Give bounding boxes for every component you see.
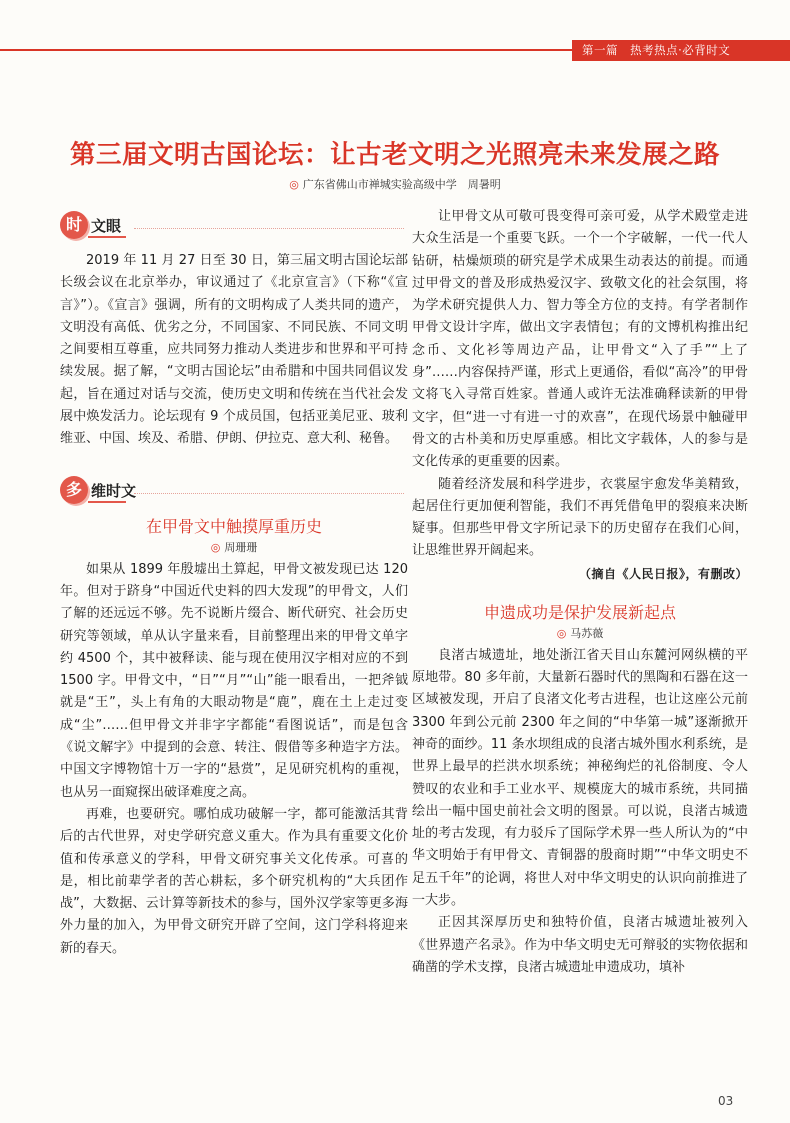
section-heading-wenyan xyxy=(60,206,408,244)
paragraph: 随着经济发展和科学进步，衣裳屋宇愈发华美精致，起居住行更加便利智能，我们不再凭借龟甲的裂痕来决断疑事。但那些甲骨文字所记录下的历史留存在我们心间，让思维世界开阔起来。 xyxy=(412,476,748,559)
section-label: 维时文 xyxy=(91,481,137,500)
author-name: 周珊珊 xyxy=(224,540,258,554)
header-rule xyxy=(0,49,572,51)
left-column xyxy=(60,206,408,960)
bullet-icon: ◎ xyxy=(289,178,299,191)
bullet-icon: ◎ xyxy=(210,540,221,554)
page-number: 03 xyxy=(718,1094,734,1108)
paragraph: 让甲骨文从可敬可畏变得可亲可爱，从学术殿堂走进大众生活是一个重要飞跃。一个一个字破解，一代一代人钻研，枯燥烦琐的研究是学术成果生动表达的前提。而通过甲骨文的普及形成热爱汉字、致敬文化的社会氛围，将为学术研究提供人力、智力等全方位的支持。有学者制作甲骨文设计字库，做出文字表情包；有的文博机构推出纪念币、文化衫等周边产品，让甲骨文“入了手”“上了身”……内容保持严谨，形式上更通俗，看似“高冷”的甲骨文将飞入寻常百姓家。普通人或许无法准确释读新的甲骨文字，但“进一寸有进一寸的欢喜”，在现代场景中触碰甲骨文的古朴美和历史厚重感。相比文字载体，人的参与是文化传承的更重要的因素。 xyxy=(412,209,748,470)
bullet-icon: ◎ xyxy=(556,626,567,640)
author-name: 马苏薇 xyxy=(570,626,604,640)
article-title: 第三届文明古国论坛：让古老文明之光照亮未来发展之路 xyxy=(69,140,720,170)
subarticle-author xyxy=(412,625,748,643)
subarticle-author xyxy=(60,539,408,557)
right-column xyxy=(412,206,748,979)
author-line: 广东省佛山市禅城实验高级中学 周暑明 xyxy=(302,178,501,191)
byline xyxy=(0,177,790,193)
section-underline xyxy=(88,236,126,238)
dotted-divider xyxy=(134,228,404,229)
source-note: （摘自《人民日报》，有删改） xyxy=(578,566,748,581)
section-circle-icon: 时 xyxy=(60,211,88,239)
section-heading-duowei xyxy=(60,471,408,509)
section-underline xyxy=(88,501,126,503)
paragraph: 良渚古城遗址，地处浙江省天目山东麓河网纵横的平原地带。80 多年前，大量新石器时代的黑陶和石器在这一区域被发现，开启了良渚文化考古进程，也让这座公元前 3300 年到公元前 2300 年之间的“中华第一城”逐渐掀开神奇的面纱。11 条水坝组成的良渚古城外围水利系统，是世界上最早的拦洪水坝系统；神秘绚烂的礼俗制度、令人赞叹的农业和手工业水平、规模庞大的城市系统，共同描绘出一幅中国史前社会文明的图景。可以说，良渚古城遗址的考古发现，有力驳斥了国际学术界一些人所认为的“中华文明始于有甲骨文、青铜器的殷商时期”“中华文明史不足五千年”的论调，将世人对中华文明史的认识向前推进了一大步。 xyxy=(412,647,748,909)
paragraph: 2019 年 11 月 27 日至 30 日，第三届文明古国论坛部长级会议在北京举办，审议通过了《北京宣言》（下称“《宣言》”）。《宣言》强调，所有的文明构成了人类共同的遗产，文明没有高低、优劣之分，不同国家、不同民族、不同文明之间要相互尊重，应共同努力推动人类进步和世界和平可持续发展。据了解，“文明古国论坛”由希腊和中国共同倡议发起，旨在通过对话与交流，使历史文明和传统在当代社会发展中焕发活力。论坛现有 9 个成员国，包括亚美尼亚、玻利维亚、中国、埃及、希腊、伊朗、伊拉克、意大利、秘鲁。 xyxy=(60,253,408,447)
section-label: 热考热点·必背时文 xyxy=(630,43,731,57)
part-label: 第一篇 xyxy=(582,43,618,57)
subarticle-title: 申遗成功是保护发展新起点 xyxy=(483,602,676,622)
subarticle-title: 在甲骨文中触摸厚重历史 xyxy=(145,516,322,536)
paragraph: 如果从 1899 年殷墟出土算起，甲骨文被发现已达 120 年。但对于跻身“中国近代史料的四大发现”的甲骨文，人们了解的还远远不够。先不说断片缀合、断代研究、社会历史研究等领域，单从认字量来看，目前整理出来的甲骨文单字约 4500 个，其中被释读、能与现在使用汉字相对应的不到 1500 字。甲骨文中，“日”“月”“山”能一眼看出，一把斧钺就是“王”，头上有角的大眼动物是“鹿”，鹿在土上走过变成“尘”……但甲骨文并非字字都能“看图说话”，而是包含《说文解字》中提到的会意、转注、假借等多种造字方法。中国文字博物馆十万一字的“悬赏”，足见研究机构的重视，也从另一面窥探出破译难度之高。 xyxy=(60,561,408,800)
section-label: 文眼 xyxy=(91,217,122,235)
column-tag xyxy=(572,40,790,61)
section-circle-icon: 多 xyxy=(60,476,88,504)
dotted-divider xyxy=(134,493,404,494)
paragraph: 再难，也要研究。哪怕成功破解一字，都可能激活其背后的古代世界，对史学研究意义重大。作为具有重要文化价值和传承意义的学科，甲骨文研究事关文化传承。可喜的是，相比前辈学者的苦心耕耘，多个研究机构的“大兵团作战”，大数据、云计算等新技术的参与，国外汉学家等更多海外力量的加入，为甲骨文研究开辟了空间，这门学科将迎来新的春天。 xyxy=(60,806,408,956)
paragraph: 正因其深厚历史和独特价值，良渚古城遗址被列入《世界遗产名录》。作为中华文明史无可辩驳的实物依据和确凿的学术支撑，良渚古城遗址申遗成功，填补 xyxy=(412,915,748,975)
